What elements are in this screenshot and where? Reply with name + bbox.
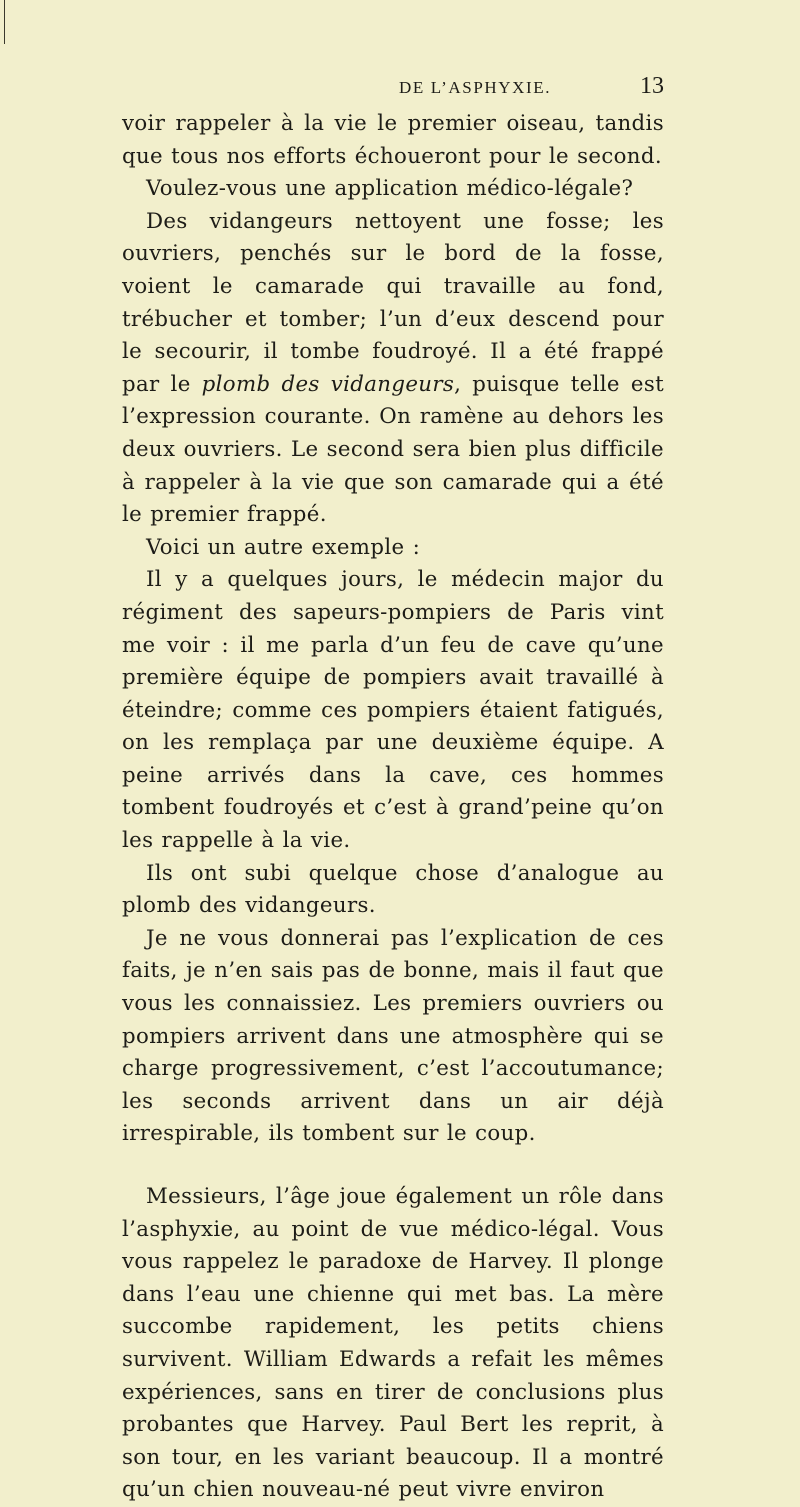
page-header — [122, 73, 664, 106]
page-edge-line — [4, 0, 5, 44]
paragraph-6: Ils ont subi quelque chose d’analogue au plomb des vidangeurs. — [122, 860, 664, 919]
paragraph-3 — [122, 206, 664, 532]
paragraph-4: Voici un autre exemple : — [146, 534, 421, 560]
paragraph-3-start: Des vidangeurs nettoyent une fosse; les ouvriers, penchés sur le bord de la fosse, voient le camarade qui travaille au fond, trébucher et tomber; l’un d’eux descend pour le secourir, il tombe foudroyé. Il a été frappé par le — [122, 208, 664, 397]
paragraph-2: Voulez-vous une application médico-légale? — [146, 176, 634, 202]
running-title: DE L’ASPHYXIE. — [399, 78, 552, 97]
paragraph-5: Il y a quelques jours, le médecin major du régiment des sapeurs-pompiers de Paris vint me voir : il me parla d’un feu de cave qu’une première équipe de pompiers avait travaillé à éteindre; comme ces pompiers étaient fatigués, on les remplaça par une deuxième équipe. A peine arrivés dans la cave, ces hommes tombent foudroyés et c’est à grand’peine qu’on les rappelle à la vie. — [122, 567, 664, 854]
paragraph-3-end: , puisque telle est l’expression courante. On ramène au dehors les deux ouvriers. Le second sera bien plus difficile à rappeler à la vie que son camarade qui a été le premier frappé. — [122, 371, 665, 528]
italic-term: plomb des vidangeurs — [201, 371, 455, 397]
paragraph-8: Messieurs, l’âge joue également un rôle dans l’asphyxie, au point de vue médico-légal. Vous vous rappelez le paradoxe de Harvey. Il plonge dans l’eau une chienne qui met bas. La mère succombe rapidement, les petits chiens survivent. William Edwards a refait les mêmes expériences, sans en tirer de conclusions plus probantes que Harvey. Paul Bert les reprit, à son tour, en les variant beaucoup. Il a montré qu’un chien nouveau-né peut vivre environ — [122, 1184, 664, 1503]
page-number: 13 — [640, 73, 664, 99]
paragraph-1: voir rappeler à la vie le premier oiseau, tandis que tous nos efforts échoueront pour le second. — [122, 111, 664, 169]
body-text — [122, 108, 664, 1507]
paragraph-7: Je ne vous donnerai pas l’explication de ces faits, je n’en sais pas de bonne, mais il faut que vous les connaissiez. Les premiers ouvriers ou pompiers arrivent dans une atmosphère qui se charge progressivement, c’est l’accoutumance; les seconds arrivent dans un air déjà irrespirable, ils tombent sur le coup. — [122, 925, 664, 1147]
